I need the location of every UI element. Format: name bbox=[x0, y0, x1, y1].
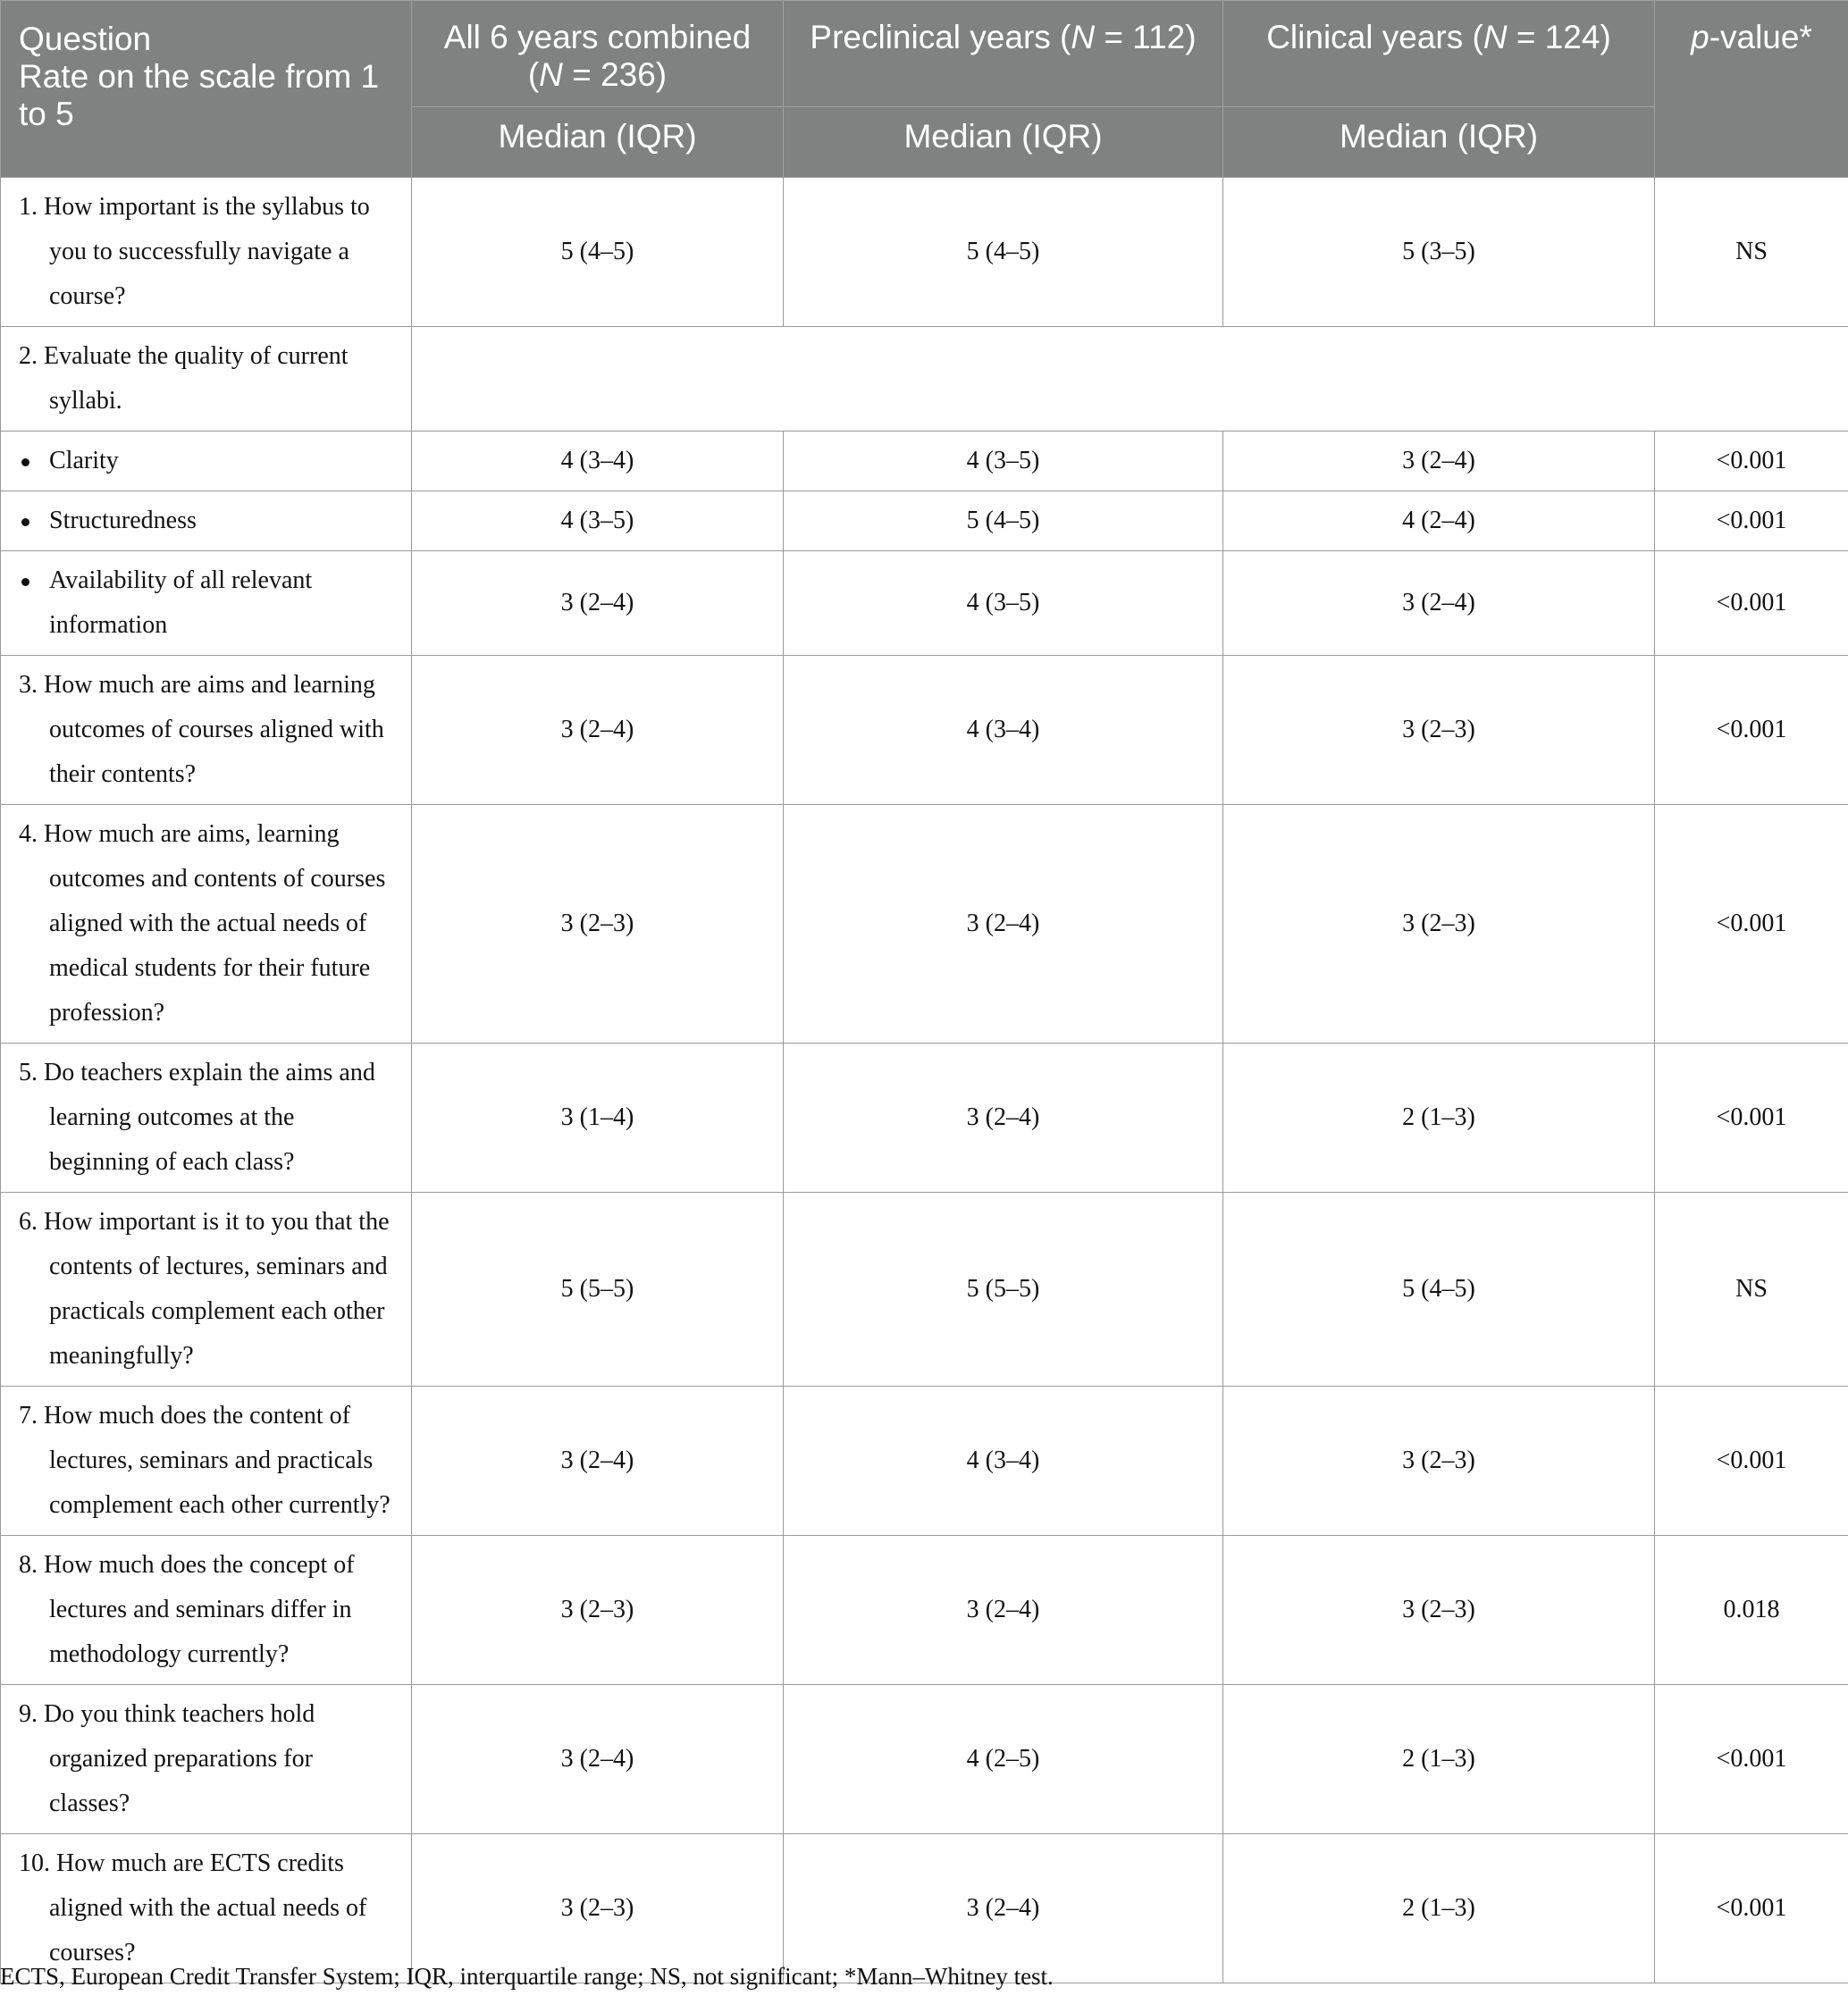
question-cell: 9. Do you think teachers hold organized preparations for classes? bbox=[1, 1685, 412, 1834]
preclinical-cell: 3 (2–4) bbox=[784, 1834, 1223, 1983]
preclinical-cell: 5 (4–5) bbox=[784, 178, 1223, 327]
table-row bbox=[1, 1387, 1848, 1536]
preclinical-cell: 3 (2–4) bbox=[784, 1536, 1223, 1685]
table-row bbox=[1, 178, 1848, 327]
question-cell: 4. How much are aims, learning outcomes and contents of courses aligned with the actual needs of medical students for their future profession? bbox=[1, 805, 412, 1044]
preclinical-cell: 4 (3–4) bbox=[784, 656, 1223, 805]
question-cell: 8. How much does the concept of lectures and seminars differ in methodology currently? bbox=[1, 1536, 412, 1685]
pvalue-cell: <0.001 bbox=[1655, 1685, 1848, 1834]
table-row bbox=[1, 1536, 1848, 1685]
preclinical-cell: 5 (5–5) bbox=[784, 1193, 1223, 1387]
clinical-cell: 2 (1–3) bbox=[1223, 1044, 1655, 1193]
clinical-column-header: Clinical years (N = 124) bbox=[1223, 1, 1655, 107]
all-years-column-header: All 6 years combined (N = 236) bbox=[412, 1, 784, 107]
pvalue-cell: 0.018 bbox=[1655, 1536, 1848, 1685]
pvalue-cell: <0.001 bbox=[1655, 656, 1848, 805]
clinical-cell: 2 (1–3) bbox=[1223, 1834, 1655, 1983]
table-row bbox=[1, 805, 1848, 1044]
question-cell: 2. Evaluate the quality of current syllabi. bbox=[1, 327, 412, 432]
question-cell: 6. How important is it to you that the contents of lectures, seminars and practicals complement each other meaningfully? bbox=[1, 1193, 412, 1387]
clinical-cell: 5 (4–5) bbox=[1223, 1193, 1655, 1387]
clinical-cell: 2 (1–3) bbox=[1223, 1685, 1655, 1834]
all-years-cell: 3 (2–4) bbox=[412, 656, 784, 805]
all-years-cell: 4 (3–4) bbox=[412, 432, 784, 491]
table-body bbox=[1, 178, 1848, 1983]
empty-section-cell bbox=[412, 327, 1848, 432]
all-years-cell: 3 (2–3) bbox=[412, 1834, 784, 1983]
clinical-cell: 3 (2–3) bbox=[1223, 1387, 1655, 1536]
all-years-cell: 5 (5–5) bbox=[412, 1193, 784, 1387]
table-row bbox=[1, 491, 1848, 551]
all-years-cell: 3 (2–3) bbox=[412, 1536, 784, 1685]
question-cell: 1. How important is the syllabus to you to successfully navigate a course? bbox=[1, 178, 412, 327]
question-column-header bbox=[1, 1, 412, 178]
preclinical-cell: 4 (3–5) bbox=[784, 432, 1223, 491]
question-cell: 3. How much are aims and learning outcomes of courses aligned with their contents? bbox=[1, 656, 412, 805]
table-row bbox=[1, 1193, 1848, 1387]
preclinical-cell: 3 (2–4) bbox=[784, 1044, 1223, 1193]
preclinical-cell: 5 (4–5) bbox=[784, 491, 1223, 551]
question-cell: 10. How much are ECTS credits aligned with the actual needs of courses? bbox=[1, 1834, 412, 1983]
bullet-icon bbox=[21, 458, 29, 466]
table-row bbox=[1, 432, 1848, 491]
question-cell: Clarity bbox=[1, 432, 412, 491]
question-cell: 7. How much does the content of lectures, seminars and practicals complement each other currently? bbox=[1, 1387, 412, 1536]
preclinical-cell: 4 (3–5) bbox=[784, 551, 1223, 656]
clinical-cell: 5 (3–5) bbox=[1223, 178, 1655, 327]
table-header bbox=[1, 1, 1848, 178]
table-row bbox=[1, 1685, 1848, 1834]
all-years-cell: 3 (2–4) bbox=[412, 1685, 784, 1834]
table-row bbox=[1, 656, 1848, 805]
clinical-cell: 3 (2–3) bbox=[1223, 805, 1655, 1044]
all-years-cell: 4 (3–5) bbox=[412, 491, 784, 551]
bullet-icon bbox=[21, 518, 29, 526]
table-footnote: ECTS, European Credit Transfer System; IQR, interquartile range; NS, not significant; *Mann–Whitney test. bbox=[0, 1963, 1054, 1990]
table-row bbox=[1, 1834, 1848, 1983]
pvalue-cell: NS bbox=[1655, 1193, 1848, 1387]
pvalue-cell: <0.001 bbox=[1655, 1387, 1848, 1536]
all-years-cell: 3 (1–4) bbox=[412, 1044, 784, 1193]
pvalue-column-header: p-value* bbox=[1655, 1, 1848, 178]
pvalue-cell: <0.001 bbox=[1655, 491, 1848, 551]
pvalue-cell: <0.001 bbox=[1655, 1834, 1848, 1983]
clinical-cell: 3 (2–4) bbox=[1223, 432, 1655, 491]
clinical-cell: 4 (2–4) bbox=[1223, 491, 1655, 551]
question-cell: Structuredness bbox=[1, 491, 412, 551]
question-cell: Availability of all relevant information bbox=[1, 551, 412, 656]
clinical-subheader: Median (IQR) bbox=[1223, 107, 1655, 178]
bullet-icon bbox=[21, 578, 29, 586]
pvalue-cell: <0.001 bbox=[1655, 551, 1848, 656]
pvalue-cell: <0.001 bbox=[1655, 432, 1848, 491]
all-years-cell: 3 (2–3) bbox=[412, 805, 784, 1044]
pvalue-cell: <0.001 bbox=[1655, 1044, 1848, 1193]
all-years-cell: 3 (2–4) bbox=[412, 1387, 784, 1536]
clinical-cell: 3 (2–3) bbox=[1223, 656, 1655, 805]
header-row-groups bbox=[1, 1, 1848, 107]
all-years-subheader: Median (IQR) bbox=[412, 107, 784, 178]
table-row-section bbox=[1, 327, 1848, 432]
preclinical-cell: 4 (3–4) bbox=[784, 1387, 1223, 1536]
all-years-cell: 5 (4–5) bbox=[412, 178, 784, 327]
question-header-subtitle: Rate on the scale from 1 to 5 bbox=[19, 58, 380, 132]
pvalue-cell: NS bbox=[1655, 178, 1848, 327]
clinical-cell: 3 (2–4) bbox=[1223, 551, 1655, 656]
question-header-title: Question bbox=[19, 21, 152, 57]
all-years-cell: 3 (2–4) bbox=[412, 551, 784, 656]
preclinical-column-header: Preclinical years (N = 112) bbox=[784, 1, 1223, 107]
clinical-cell: 3 (2–3) bbox=[1223, 1536, 1655, 1685]
question-cell: 5. Do teachers explain the aims and learning outcomes at the beginning of each class? bbox=[1, 1044, 412, 1193]
table-row bbox=[1, 1044, 1848, 1193]
table-row bbox=[1, 551, 1848, 656]
preclinical-cell: 3 (2–4) bbox=[784, 805, 1223, 1044]
preclinical-subheader: Median (IQR) bbox=[784, 107, 1223, 178]
pvalue-cell: <0.001 bbox=[1655, 805, 1848, 1044]
preclinical-cell: 4 (2–5) bbox=[784, 1685, 1223, 1834]
